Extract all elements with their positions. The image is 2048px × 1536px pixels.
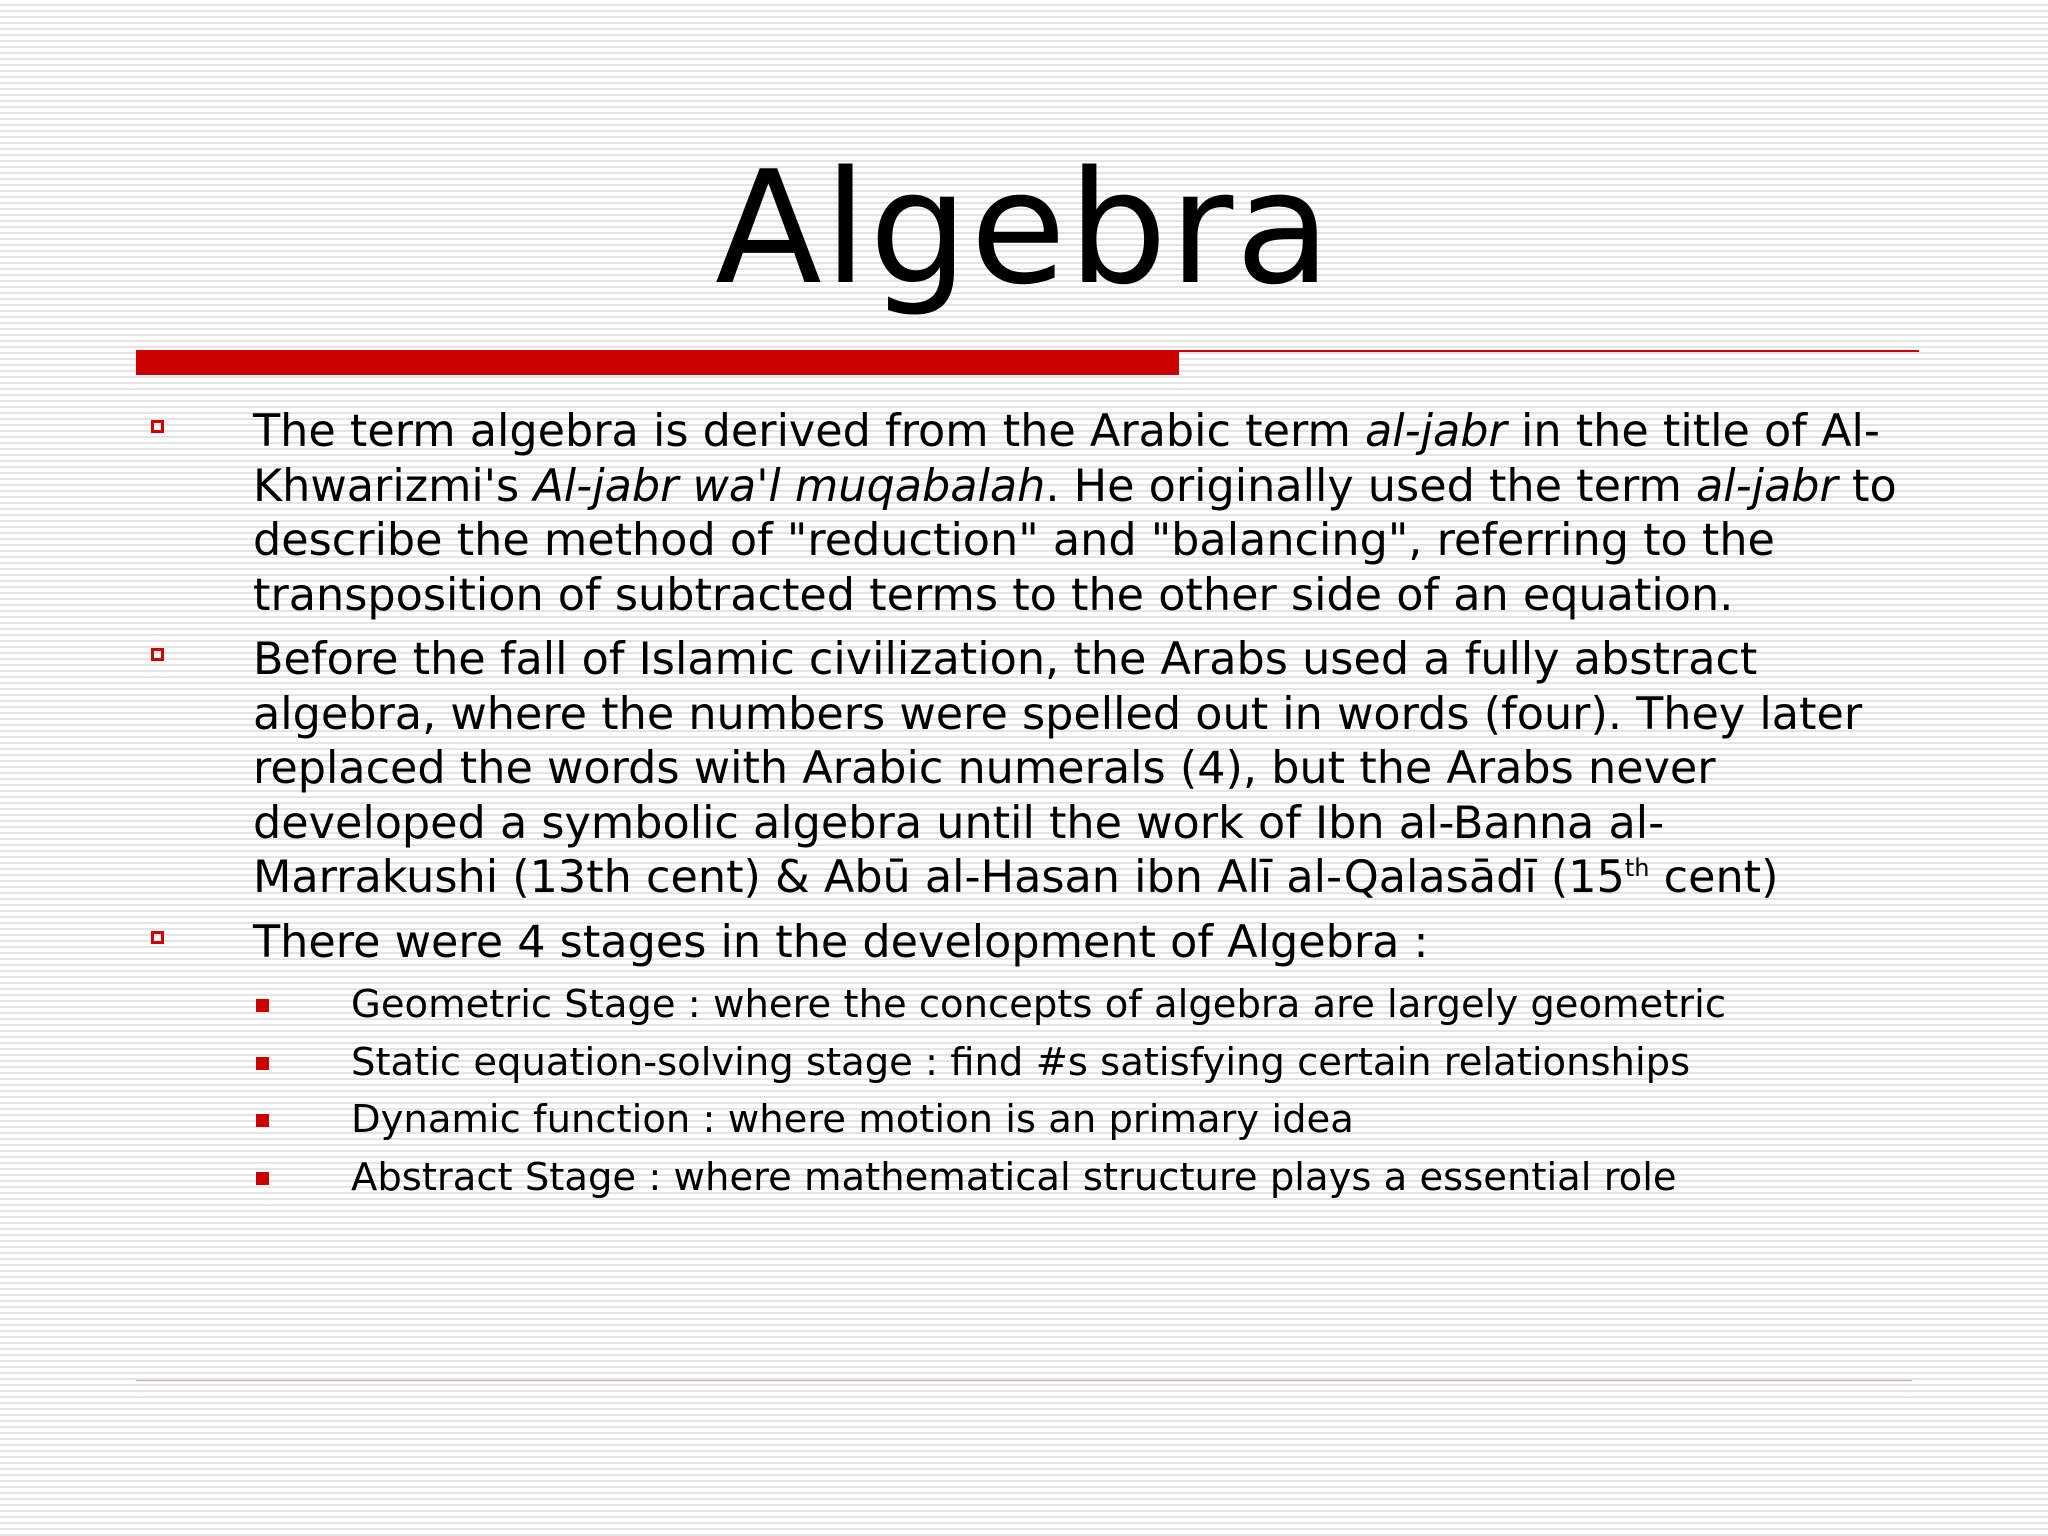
stages-list	[0, 976, 2048, 1206]
stage-item	[0, 1034, 1951, 1092]
bullet-text: Before the fall of Islamic civilization, the Arabs used a fully abstract algebra, where the numbers were spelled out in words (four). They later replaced the words with Arabic numerals (4), but the Arabs never developed a symbolic algebra until the work of Ibn al-Banna al-Marrakushi (13th cent) & Abū al-Hasan ibn Alī al-Qalasādī (15th cent)	[253, 634, 1863, 903]
filled-square-bullet-icon	[256, 1057, 269, 1070]
hollow-square-bullet-icon	[151, 648, 164, 661]
stage-text: Dynamic function : where motion is an primary idea	[351, 1097, 1354, 1142]
filled-square-bullet-icon	[256, 1114, 269, 1127]
hollow-square-bullet-icon	[151, 931, 164, 944]
bullet-islamic-algebra	[0, 633, 1903, 906]
stage-text: Static equation-solving stage : find #s satisfying certain relationships	[351, 1039, 1691, 1085]
stage-item	[0, 976, 1951, 1034]
bullet-text: There were 4 stages in the development of Algebra :	[253, 916, 1429, 968]
hollow-square-bullet-icon	[151, 420, 164, 433]
title-underline-thick	[136, 350, 1179, 375]
slide-title: Algebra	[715, 137, 1333, 319]
stage-item	[0, 1091, 1951, 1149]
slide-content	[0, 405, 2048, 1206]
bullet-al-jabr-origin	[0, 405, 1903, 623]
filled-square-bullet-icon	[256, 999, 269, 1012]
stage-text: Abstract Stage : where mathematical structure plays a essential role	[351, 1154, 1677, 1200]
stage-item	[0, 1149, 1951, 1207]
stage-text: Geometric Stage : where the concepts of algebra are largely geometric	[351, 982, 1727, 1027]
bullet-four-stages	[0, 916, 1903, 971]
bullet-text: The term algebra is derived from the Arabic term al-jabr in the title of Al-Khwarizmi's Al-jabr wa'l muqabalah. He originally used the term al-jabr to describe the method of "reduction" and "balancing", referring to the transposition of subtracted terms to the other side of an equation.	[253, 406, 1897, 621]
title-underline-thin	[1179, 350, 1919, 352]
filled-square-bullet-icon	[256, 1172, 269, 1185]
footer-divider	[136, 1380, 1912, 1381]
